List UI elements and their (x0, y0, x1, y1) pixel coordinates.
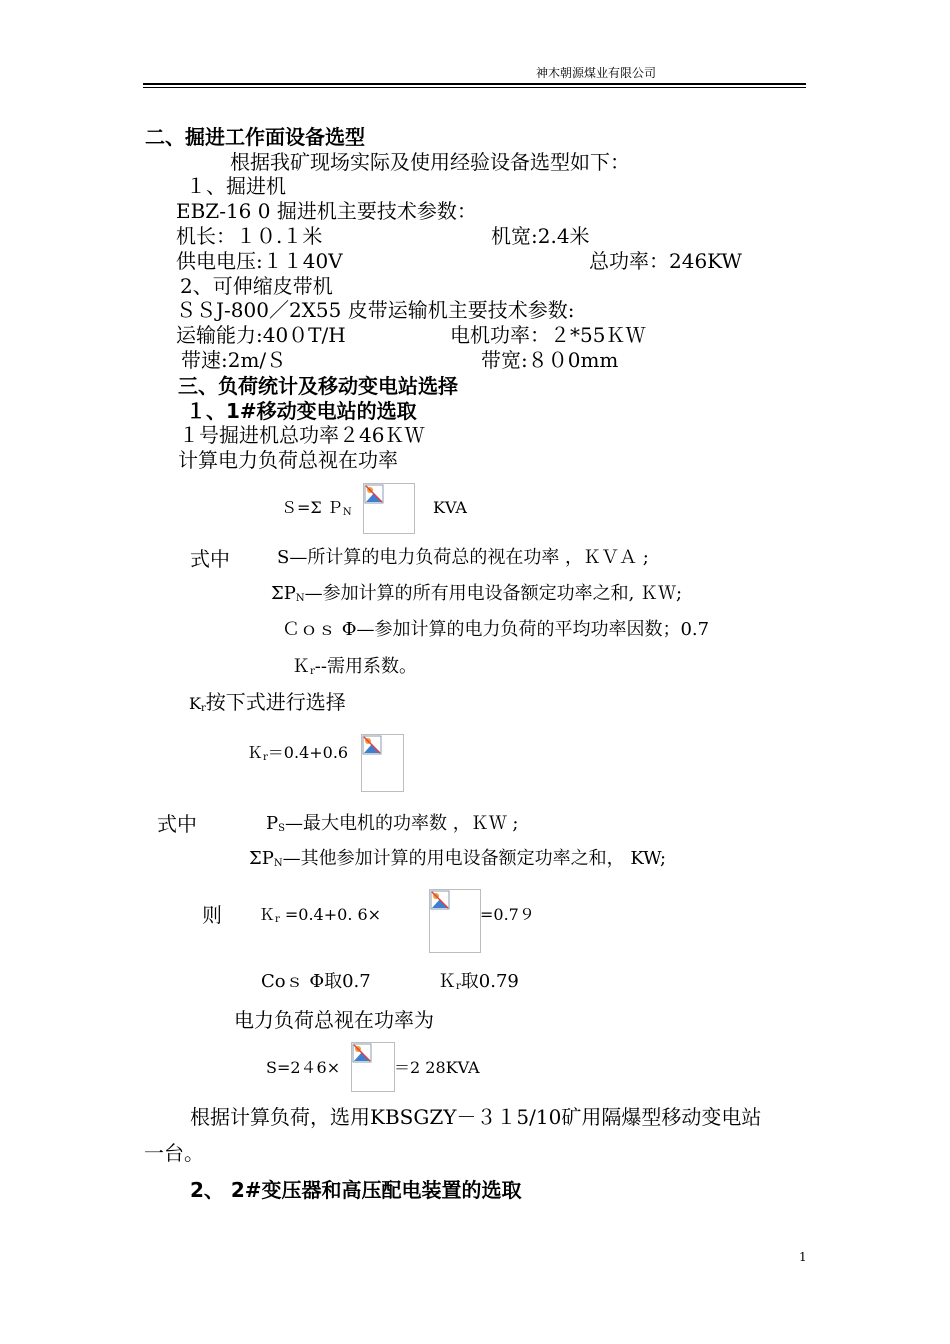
belt-capacity: 运输能力:40０T/H (176, 323, 346, 347)
def-s: S—所计算的电力负荷总的视在功率 ，ＫＶＡ ; (277, 547, 649, 568)
roadheader-width: 机宽:2.4米 (491, 224, 590, 248)
roadheader-length: 机长：１０.１米 (176, 224, 323, 248)
belt-motor-power: 电机功率：２*55ＫＷ (450, 323, 646, 347)
kr-select: $K_r$按下式进行选择 (189, 690, 346, 714)
item2-heading: 2、可伸缩皮带机 (180, 274, 333, 298)
calc-kr: Ｋ$_r$ =0.4+0. 6× (259, 905, 382, 925)
def-kr: Ｋ$_r$--需用系数。 (292, 656, 417, 677)
conclusion-line1: 根据计算负荷，选用KBSGZY－３１5/10矿用隔爆型移动变电站 (190, 1105, 762, 1129)
formula-image-placeholder (361, 734, 404, 792)
where-label-2: 式中 (157, 812, 197, 836)
supply-voltage: 供电电压:１１40V (176, 249, 343, 273)
header-company: 神木朝源煤业有限公司 (536, 66, 657, 80)
def-ps: $P_S—$最大电机的功率数 ，ＫＷ ; (266, 813, 519, 834)
formula-image-placeholder (429, 889, 481, 953)
def-pn-2: $\Sigma P_N—$其他参加计算的用电设备额定功率之和， KW; (249, 848, 667, 869)
section3-title: 三、负荷统计及移动变电站选择 (178, 374, 458, 398)
formula-s: Ｓ=Σ Ｐ$_N$ (281, 498, 352, 518)
def-pn: $\Sigma P_N—$参加计算的所有用电设备额定功率之和, ＫＷ; (271, 583, 683, 604)
roadheader-1-total-power: １号掘进机总功率２46ＫＷ (179, 423, 425, 447)
calc-label: 计算电力负荷总视在功率 (178, 448, 398, 472)
def-cos: Ｃｏｓ Φ—参加计算的电力负荷的平均功率因数；0.7 (282, 619, 710, 640)
calc-s: S=2４6× (266, 1058, 341, 1077)
formula-s-unit: KVA (433, 498, 467, 517)
cos-take: Coｓ Φ取0.7 (261, 971, 371, 992)
belt-params: ＳＳJ-800／2X55 皮带运输机主要技术参数: (176, 298, 575, 322)
header-rule-thick (143, 83, 806, 85)
item1-heading: １、掘进机 (186, 174, 286, 198)
section3-sub2: 2、 2#变压器和高压配电装置的选取 (190, 1178, 522, 1202)
load-label: 电力负荷总视在功率为 (234, 1008, 434, 1032)
roadheader-total-power: 总功率：246KW (589, 249, 742, 273)
roadheader-params: EBZ-16 0 掘进机主要技术参数： (176, 199, 477, 223)
formula-kr: Ｋ$_r$＝0.4+0.6 (247, 743, 349, 763)
formula-image-placeholder (363, 483, 415, 534)
then-label: 则 (202, 903, 222, 927)
conclusion-line2: 一台。 (144, 1141, 204, 1165)
belt-speed: 带速:2m/Ｓ (181, 348, 287, 372)
calc-kr-result: =0.7９ (480, 905, 535, 924)
belt-width: 带宽:８０0mm (481, 348, 619, 372)
page-number: 1 (799, 1250, 807, 1264)
calc-s-result: ＝2 28KVA (394, 1058, 480, 1077)
section3-sub1: １、1#移动变电站的选取 (186, 399, 417, 423)
formula-image-placeholder (351, 1042, 395, 1092)
where-label: 式中 (190, 547, 230, 571)
header-rule-thin (143, 87, 806, 88)
section2-intro: 根据我矿现场实际及使用经验设备选型如下： (230, 150, 630, 174)
section2-title: 二、掘进工作面设备选型 (145, 125, 365, 149)
kr-take: Ｋ$_r$取0.79 (438, 971, 519, 992)
